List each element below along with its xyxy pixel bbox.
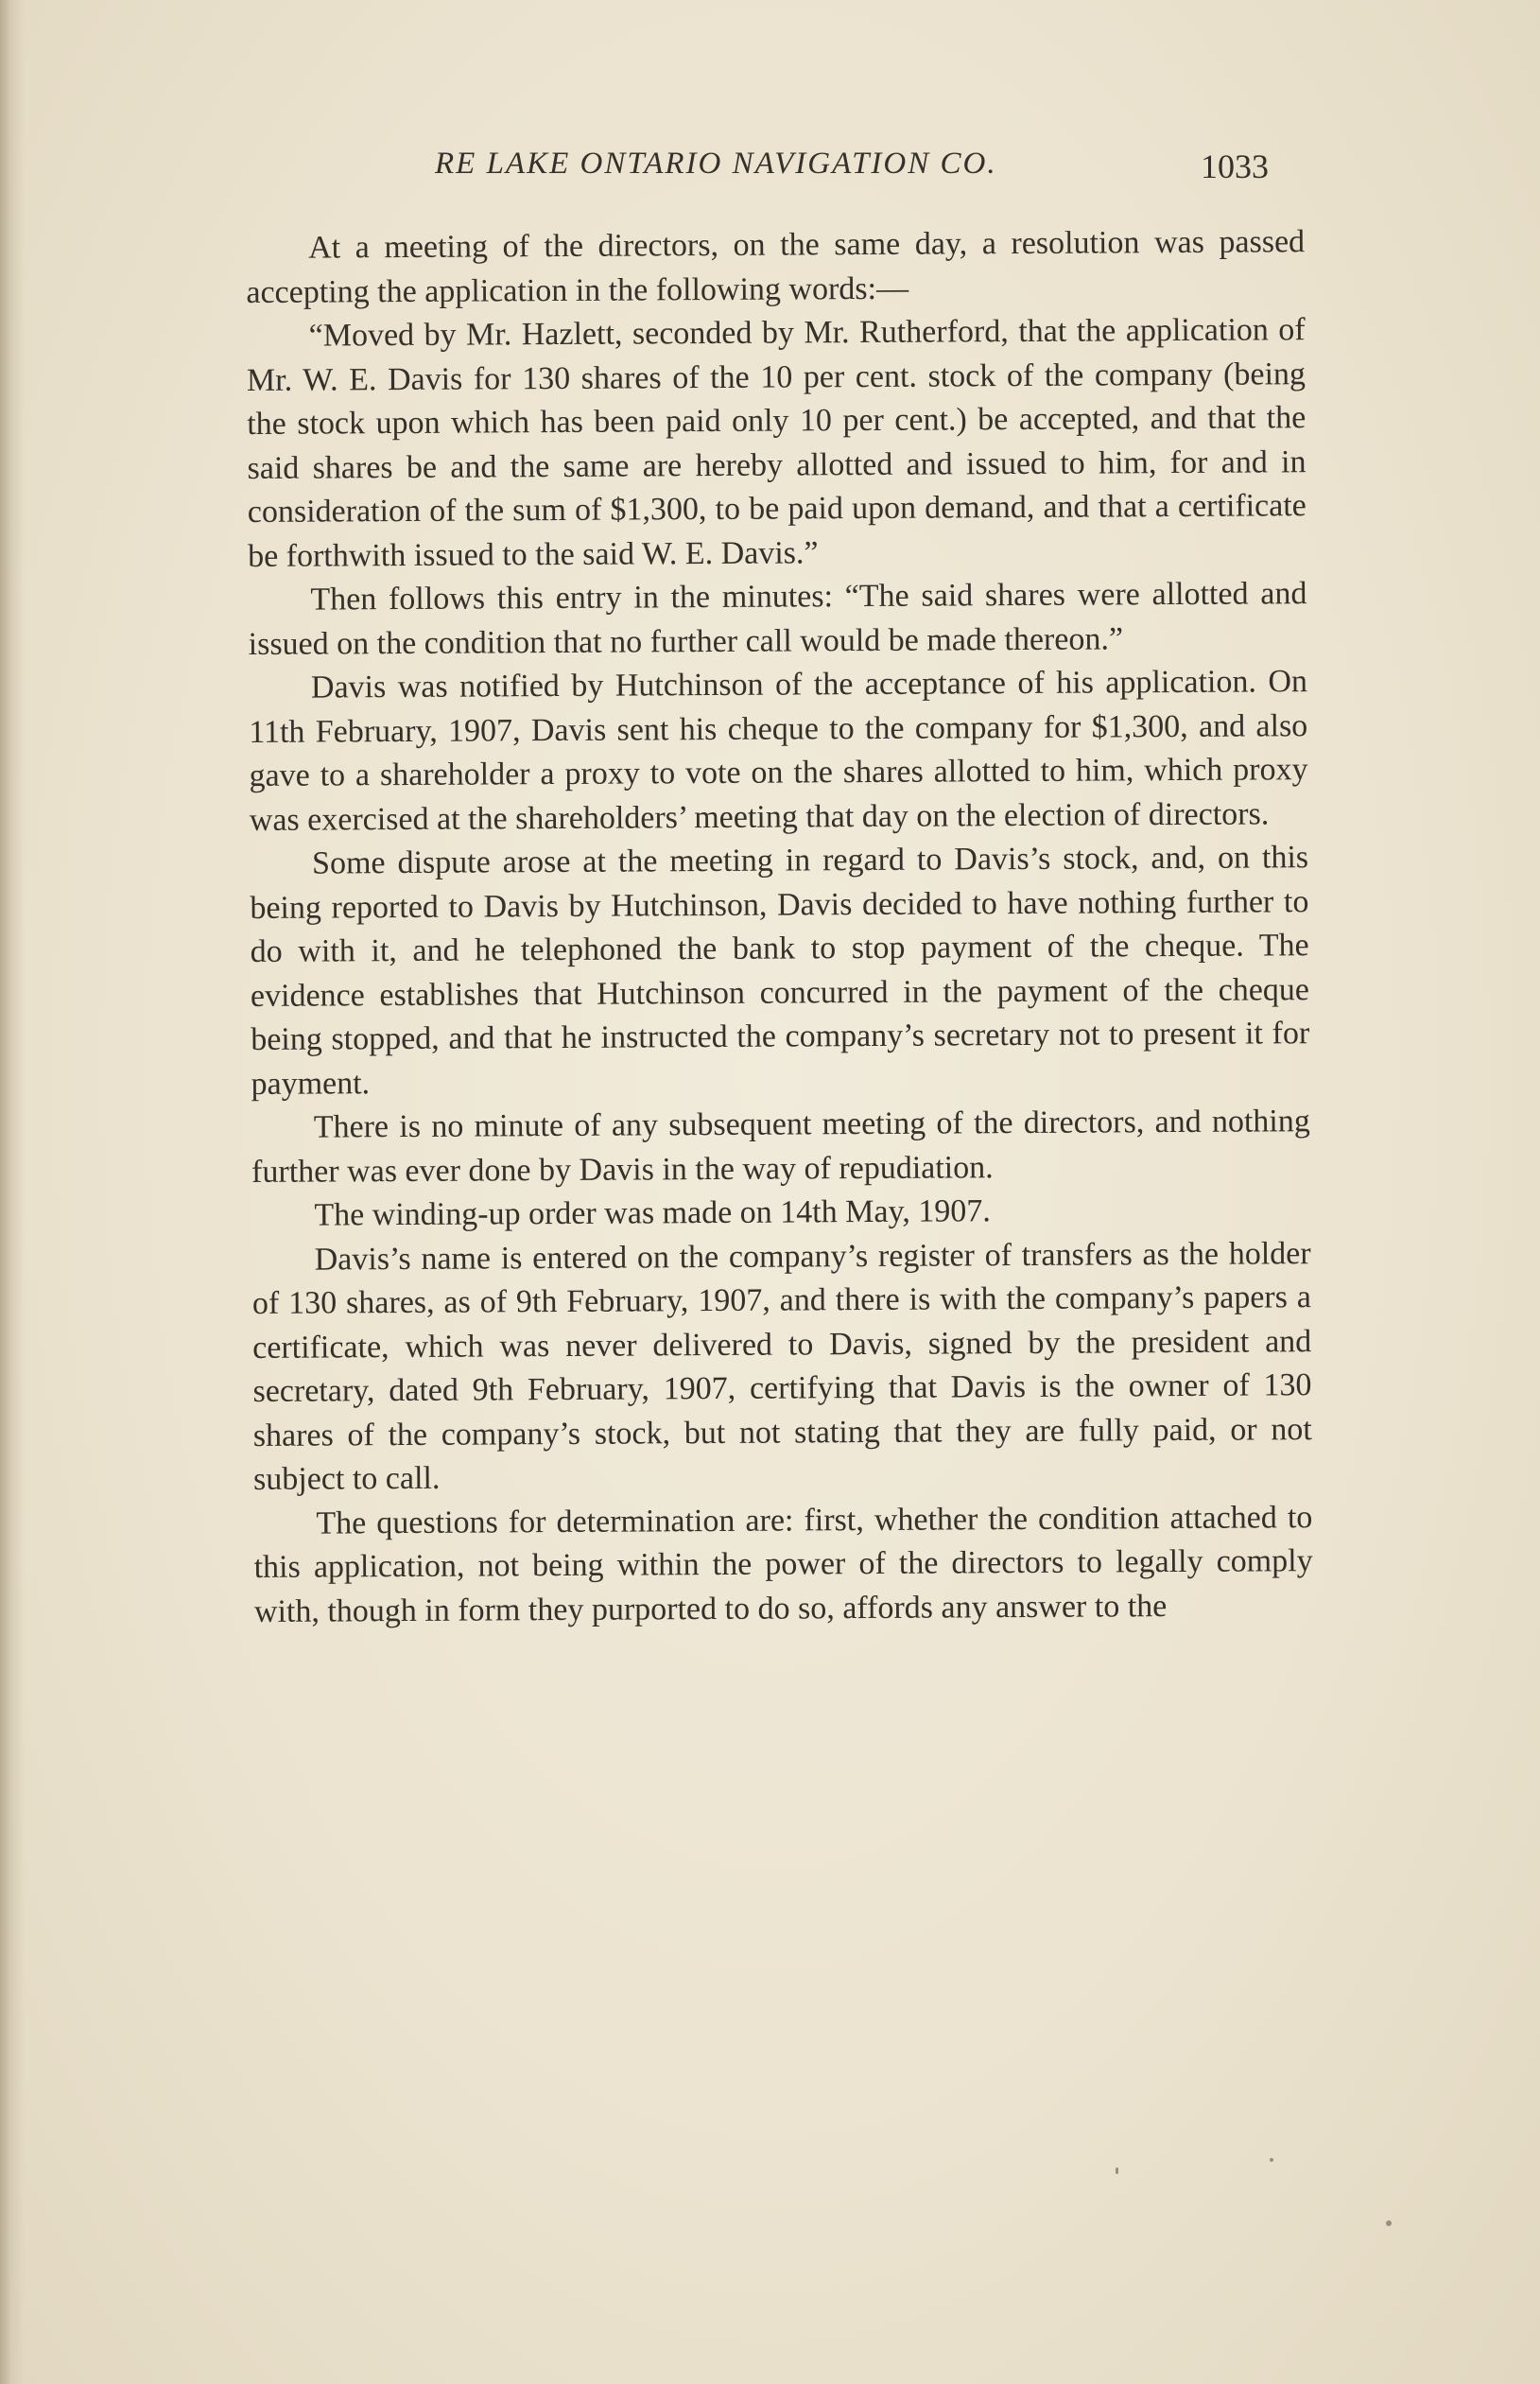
paper-speck <box>1270 2158 1273 2162</box>
binding-gutter <box>0 0 25 2384</box>
paragraph-minutes-entry: Then follows this entry in the minutes: “The said shares were allotted and issued on the condition that no further call would be made thereon.” <box>248 576 1307 662</box>
body-text <box>246 220 1313 1634</box>
paragraph-questions: The questions for determination are: first, whether the condition attached to this application, not being within the power of the directors to legally comply with, though in form they purported to do so, affords any answer to the <box>253 1499 1313 1629</box>
paragraph-meeting-resolution: At a meeting of the directors, on the same day, a resolution was passed accepting the application in the following words:— <box>246 224 1306 310</box>
paragraph-davis-notified: Davis was notified by Hutchinson of the acceptance of his application. On 11th February, 1907, Davis sent his cheque to the company for $1,300, and also gave to a shareholder a proxy to vote on the shares allotted to him, which proxy was exercised at the shareholders’ meeting that day on the election of directors. <box>249 664 1308 838</box>
paragraph-register-of-transfers: Davis’s name is entered on the company’s register of transfers as the holder of 130 shares, as of 9th February, 1907, and there is with the company’s papers a certificate, which was never delivered to Davis, signed by the president and secretary, dated 9th February, 1907, certifying that Davis is the owner of 130 shares of the company’s stock, but not stating that they are fully paid, or not subject to call. <box>251 1235 1312 1497</box>
paper-speck <box>1116 2167 1118 2174</box>
paper-speck <box>1386 2220 1392 2226</box>
paragraph-no-minute: There is no minute of any subsequent meeting of the directors, and nothing further was ever done by Davis in the way of repudiation. <box>251 1104 1310 1190</box>
paragraph-dispute: Some dispute arose at the meeting in regard to Davis’s stock, and, on this being reported to Davis by Hutchinson, Davis decided to have nothing further to do with it, and he telephoned the bank to stop payment of the cheque. The evidence establishes that Hutchinson concurred in the payment of the cheque being stopped, and that he instructed the company’s secretary not to present it for payment. <box>250 840 1310 1102</box>
running-title: RE LAKE ONTARIO NAVIGATION CO. <box>435 147 997 181</box>
paragraph-winding-up: The winding-up order was made on 14th May, 1907. <box>314 1193 991 1233</box>
running-header <box>435 147 1286 194</box>
page-number: 1033 <box>1201 148 1269 185</box>
paragraph-motion-quote: “Moved by Mr. Hazlett, seconded by Mr. Rutherford, that the application of Mr. W. E. Davis for 130 shares of the 10 per cent. stock of the company (being the stock upon which has been paid only 10 per cent.) be accepted, and that the said shares be and the same are hereby allotted and issued to him, for and in consideration of the sum of $1,300, to be paid upon demand, and that a certificate be forthwith issued to the said W. E. Davis.” <box>246 312 1306 574</box>
